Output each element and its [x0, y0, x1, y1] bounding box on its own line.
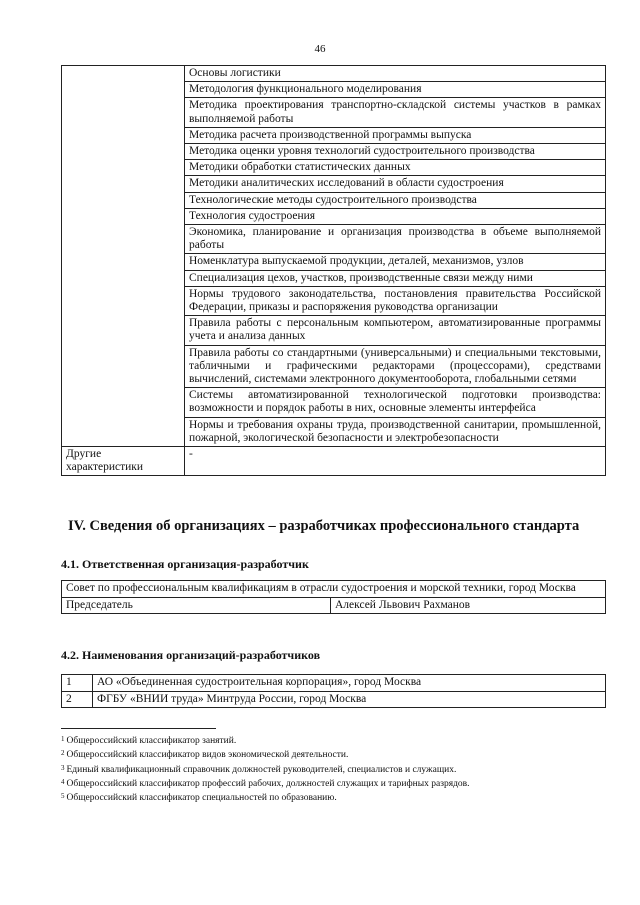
- knowledge-item: Системы автоматизированной технологической подготовки производства: возможности и порядок работы в них, основные элементы интерфейса: [185, 388, 606, 417]
- footnote-separator: [61, 728, 216, 729]
- label-cell: [62, 66, 185, 447]
- knowledge-item: Основы логистики: [185, 66, 606, 82]
- knowledge-item: Правила работы со стандартными (универсальными) и специальными текстовыми, табличными и графическими редакторами (процессорами), средствами вычислений, системами электронного документооборота, глобальными сетями: [185, 345, 606, 388]
- table-row: [62, 675, 606, 692]
- footnote: $^3$ Единый квалификационный справочник должностей руководителей, специалистов и служащих.: [61, 763, 457, 775]
- subsection-title-responsible: 4.1. Ответственная организация-разработчик: [61, 557, 309, 571]
- knowledge-item: Методики обработки статистических данных: [185, 160, 606, 176]
- developer-name: АО «Объединенная судостроительная корпорация», город Москва: [93, 675, 606, 692]
- knowledge-item: Экономика, планирование и организация производства в объеме выполняемой работы: [185, 225, 606, 254]
- footnote: $^4$ Общероссийский классификатор профессий рабочих, должностей служащих и тарифных разрядов.: [61, 777, 470, 789]
- other-characteristics-value: -: [185, 447, 606, 476]
- knowledge-item: Методика расчета производственной программы выпуска: [185, 127, 606, 143]
- chair-name: Алексей Львович Рахманов: [331, 597, 606, 614]
- knowledge-item: Методика оценки уровня технологий судостроительного производства: [185, 144, 606, 160]
- knowledge-item: Нормы и требования охраны труда, производственной санитарии, промышленной, пожарной, экологической безопасности и электробезопасности: [185, 417, 606, 446]
- knowledge-item: Методика проектирования транспортно-складской системы участков в рамках выполняемой работы: [185, 98, 606, 127]
- subsection-title-developers: 4.2. Наименования организаций-разработчиков: [61, 648, 321, 662]
- chair-label: Председатель: [62, 597, 331, 614]
- table-row: [62, 581, 606, 598]
- developer-name: ФГБУ «ВНИИ труда» Минтруда России, город Москва: [93, 691, 606, 708]
- knowledge-item: Технология судостроения: [185, 208, 606, 224]
- knowledge-item: Специализация цехов, участков, производственные связи между ними: [185, 270, 606, 286]
- knowledge-item: Нормы трудового законодательства, постановления правительства Российской Федерации, приказы и распоряжения руководства организации: [185, 286, 606, 315]
- footnotes: [61, 733, 470, 804]
- responsible-org-table: [61, 580, 606, 614]
- page-number: 46: [314, 43, 326, 55]
- table-row: [62, 447, 606, 476]
- developer-number: 1: [62, 675, 93, 692]
- knowledge-item: Правила работы с персональным компьютером, автоматизированные программы учета и анализа данных: [185, 316, 606, 345]
- footnote: $^1$ Общероссийский классификатор занятий.: [61, 735, 237, 746]
- section-title: IV. Сведения об организациях – разработчиках профессионального стандарта: [68, 518, 580, 534]
- footnote: $^2$ Общероссийский классификатор видов экономической деятельности.: [61, 749, 349, 761]
- knowledge-item: Методики аналитических исследований в области судостроения: [185, 176, 606, 192]
- table-row: [62, 66, 606, 82]
- knowledge-table: [61, 65, 606, 476]
- developers-table: [61, 674, 606, 708]
- org-name: Совет по профессиональным квалификациям в отрасли судостроения и морской техники, город Москва: [62, 581, 606, 598]
- table-row: [62, 597, 606, 614]
- knowledge-item: Номенклатура выпускаемой продукции, деталей, механизмов, узлов: [185, 254, 606, 270]
- table-row: [62, 691, 606, 708]
- footnote: $^5$ Общероссийский классификатор специальностей по образованию.: [61, 792, 337, 804]
- other-characteristics-label: Другие характеристики: [62, 447, 185, 476]
- knowledge-item: Методология функционального моделирования: [185, 82, 606, 98]
- developer-number: 2: [62, 691, 93, 708]
- knowledge-item: Технологические методы судостроительного производства: [185, 192, 606, 208]
